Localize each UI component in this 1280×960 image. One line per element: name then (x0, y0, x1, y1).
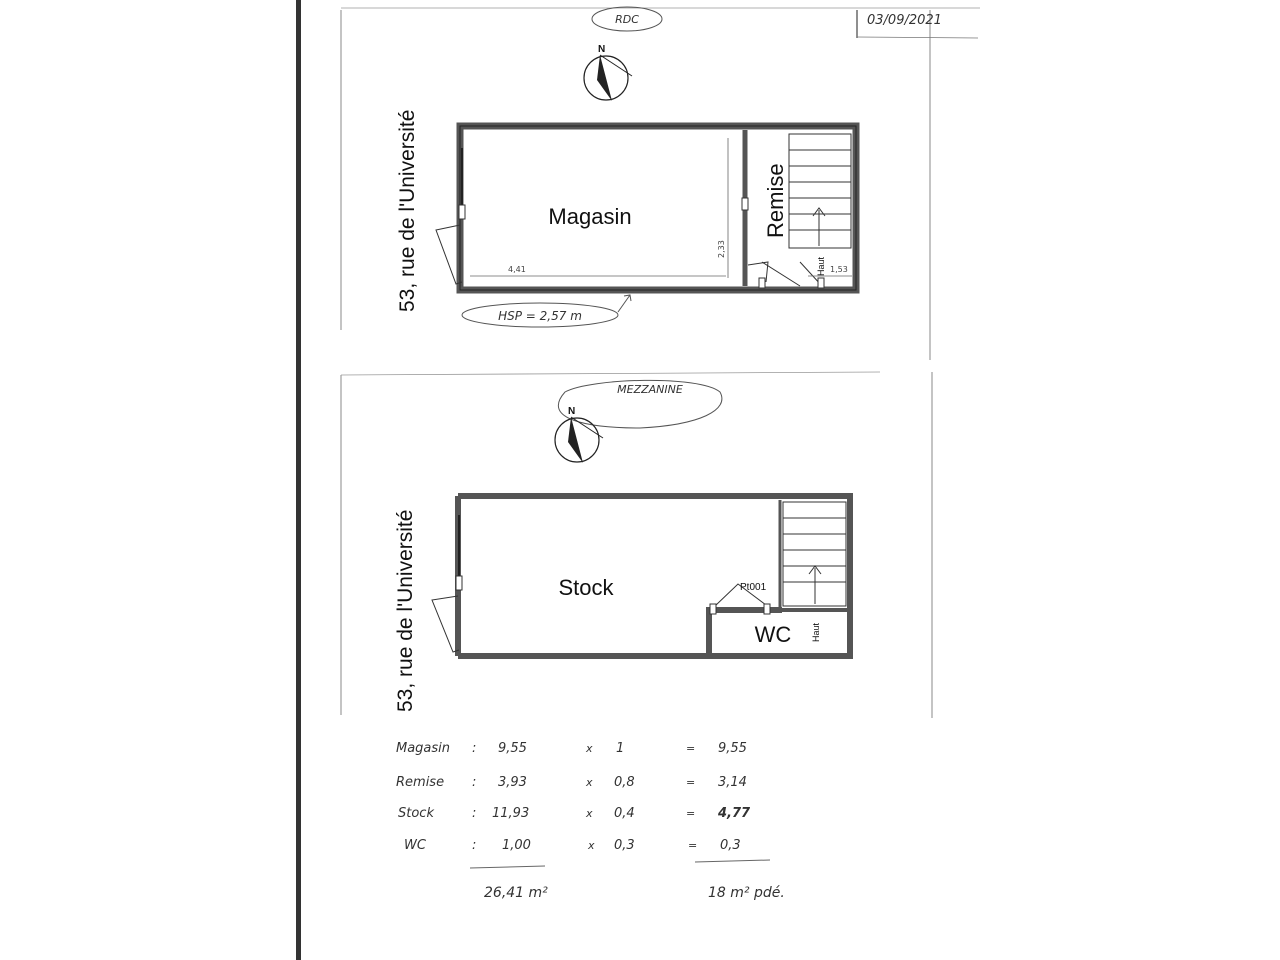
area-factor: 1 (616, 741, 625, 756)
ground-floor-plan (396, 7, 978, 327)
dimension-lines (470, 138, 852, 278)
area-factor: 0,3 (614, 838, 635, 853)
mezzanine-plan (394, 380, 850, 712)
area-mult: x (586, 742, 593, 755)
area-value: 1,00 (502, 838, 531, 853)
area-eq: = (686, 776, 696, 789)
north-arrow-icon (584, 55, 632, 101)
dimension-depth: 2,33 (717, 240, 726, 258)
area-eq: = (686, 807, 696, 820)
area-weighted: 3,14 (718, 775, 747, 790)
level-tag: MEZZANINE (617, 383, 683, 396)
stair-label: Haut (811, 622, 821, 642)
ceiling-height: HSP = 2,57 m (498, 309, 582, 323)
area-mult: x (586, 807, 593, 820)
street-label: 53, rue de l'Université (396, 109, 419, 312)
dimension-width: 4,41 (508, 265, 526, 274)
area-eq: = (688, 839, 698, 852)
area-room: Magasin (396, 741, 451, 756)
area-weighted: 9,55 (718, 741, 747, 756)
area-eq: = (686, 742, 696, 755)
ceiling-height-arrow (618, 295, 631, 312)
room-label-wc: WC (754, 622, 792, 647)
binding-edge (296, 0, 301, 960)
north-arrow-icon (555, 417, 603, 463)
area-row (398, 806, 751, 821)
area-separator: : (472, 775, 477, 790)
north-label: N (598, 44, 606, 55)
area-separator: : (472, 741, 477, 756)
area-room: Remise (396, 775, 445, 790)
total-rule-right (695, 860, 770, 862)
level-tag: RDC (615, 13, 639, 26)
area-room: Stock (398, 806, 434, 821)
total-rule-left (470, 866, 545, 868)
total-area: 26,41 m² (484, 885, 548, 901)
stairs (789, 134, 851, 248)
rear-door (759, 262, 824, 288)
area-value: 9,55 (498, 741, 527, 756)
room-label-remise: Remise (763, 163, 788, 238)
total-weighted: 18 m² pdé. (708, 885, 785, 901)
area-room: WC (404, 838, 426, 853)
area-factor: 0,8 (614, 775, 635, 790)
date-text: 03/09/2021 (867, 13, 942, 28)
room-label-stock: Stock (558, 575, 614, 600)
area-row (396, 741, 747, 756)
area-value: 11,93 (492, 806, 530, 821)
stair-label: Haut (816, 256, 826, 276)
area-separator: : (472, 806, 477, 821)
room-label-magasin: Magasin (548, 204, 632, 229)
area-mult: x (586, 776, 593, 789)
stairs (783, 502, 846, 606)
area-row (396, 775, 747, 790)
sheet-border-top-bottom (341, 372, 880, 375)
street-label: 53, rue de l'Université (394, 509, 417, 712)
date-underline (857, 37, 978, 38)
north-label: N (568, 406, 576, 417)
area-value: 3,93 (498, 775, 527, 790)
area-weighted: 4,77 (718, 806, 751, 821)
door-label: Pt001 (740, 582, 767, 593)
area-mult: x (588, 839, 595, 852)
area-table (396, 741, 785, 901)
area-separator: : (472, 838, 477, 853)
dimension-small: 1,53 (830, 265, 848, 274)
area-weighted: 0,3 (720, 838, 741, 853)
area-row (404, 838, 741, 853)
area-factor: 0,4 (614, 806, 635, 821)
